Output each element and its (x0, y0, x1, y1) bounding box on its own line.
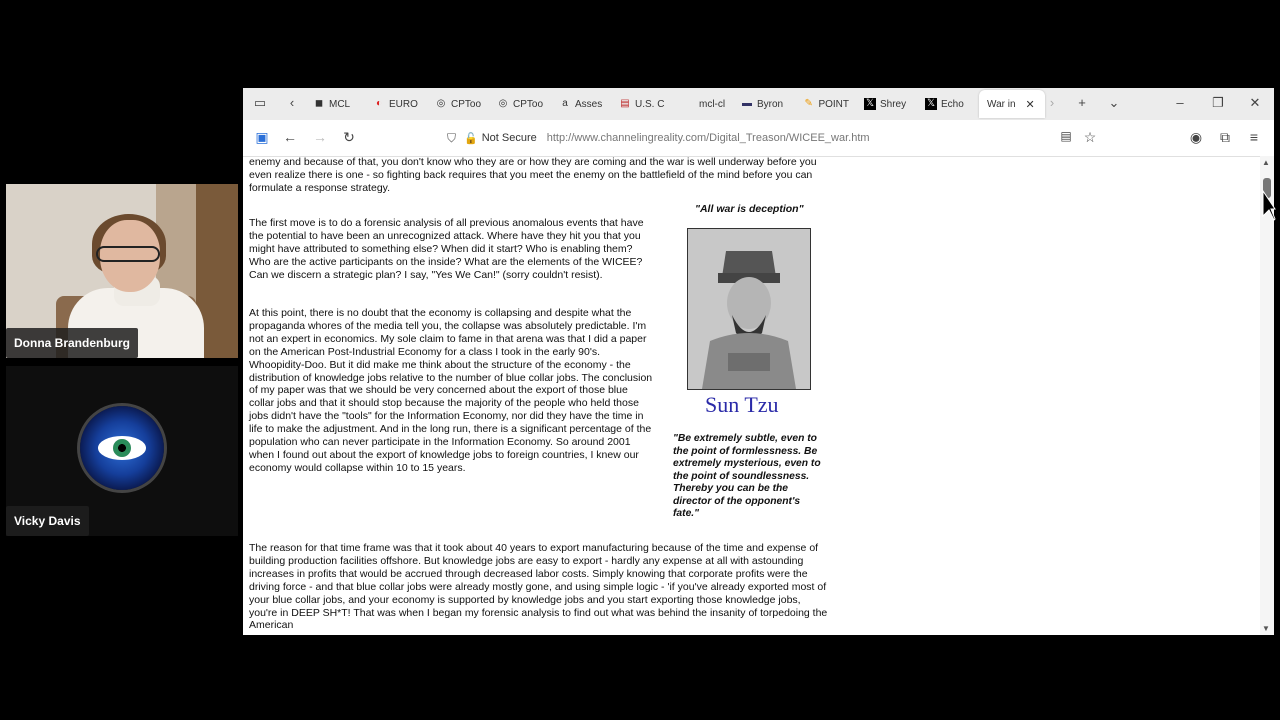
portrait-caption: Sun Tzu (705, 392, 779, 417)
page-content (243, 156, 1260, 635)
scroll-tabs-left-icon[interactable]: ‹ (289, 95, 295, 110)
paragraph: enemy and because of that, you don't know who they are or how they are coming and the war is well underway before you even realize there is one - so fighting back requires that you meet the enemy on the battlefield of the mind before you can formulate a response strategy. (249, 156, 817, 194)
close-window-icon[interactable]: ✕ (1249, 95, 1261, 110)
not-secure-label: Not Secure (481, 132, 537, 144)
participant-name: Vicky Davis (6, 506, 89, 536)
paragraph: The reason for that time frame was that it took about 40 years to export manufacturing because of the time and expense of building production facilities offshore. But knowledge jobs are easy to export - hardly any expense at all with astounding increases in profits that would be accrued through decreased labor costs. Simply knowing that corporate profits were the driving force - and that blue collar jobs were already mostly gone, and using simple logic - 'if you've already exported most of your blue collar jobs, and your economy is supported by knowledge jobs and you start exporting those knowledge jobs, you're in DEEP SH*T! That was when I began my forensic analysis to find out what was behind the insanity of torpedoing the American (249, 542, 828, 632)
bookmark-star-icon[interactable]: ☆ (1083, 129, 1097, 145)
book-icon: ▬ (742, 98, 752, 109)
restore-icon[interactable]: ❐ (1212, 95, 1224, 110)
navigation-toolbar (243, 120, 1274, 157)
tab-point[interactable]: ✎ POINT (804, 98, 849, 110)
flag-icon: ▤ (620, 98, 630, 109)
extensions-icon[interactable]: ⧉ (1220, 129, 1230, 145)
back-icon[interactable]: ← (283, 129, 297, 145)
address-bar[interactable] (447, 126, 1087, 150)
bookmark-icon: ◼ (314, 98, 324, 109)
tab-us[interactable]: ▤ U.S. C (620, 98, 665, 110)
account-icon[interactable]: ◉ (1189, 129, 1203, 145)
reader-view-icon[interactable]: ▤ (1060, 129, 1072, 143)
menu-icon[interactable]: ≡ (1249, 129, 1259, 145)
tab-echo[interactable]: 𝕏 Echo (926, 98, 964, 110)
page-icon (683, 98, 695, 110)
globe-icon: ◎ (498, 98, 508, 109)
globe-icon: ◎ (436, 98, 446, 109)
url-text[interactable]: http://www.channelingreality.com/Digital_Treason/WICEE_war.htm (546, 132, 870, 144)
new-tab-icon[interactable]: + (1078, 95, 1086, 110)
sun-tzu-portrait (687, 228, 811, 390)
avatar (80, 406, 164, 490)
paragraph: At this point, there is no doubt that the economy is collapsing and despite what the propaganda whores of the media tell you, the collapse was absolutely predictable. I'm not an expert in economics. My sole claim to fame in that arena was that I did a paper on the American Post-Industrial Economy for a class I took in the early 90's. Whoopidity-Doo. But it did make me think about the structure of the economy - the distribution of knowledge jobs relative to the number of blue collar jobs. The conclusion of my paper was that we should be very concerned about the export of those blue collar jobs and that it should stop because the majority of the people who held those jobs didn't have the "tools" for the Information Economy, nor did they have the time in life to make the adjustment. And in the long run, there is a significant percentage of the population who can never participate in the Information Economy. So around 2001 when I found out about the export of knowledge jobs to foreign countries, I knew our economy would collapse within 10 to 15 years. (249, 307, 653, 474)
x-logo-icon: 𝕏 (926, 98, 936, 109)
tab-mcl[interactable]: ◼ MCL (314, 98, 351, 110)
close-tab-icon[interactable]: ✕ (1025, 98, 1035, 111)
sidebar-toggle-icon[interactable]: ▣ (255, 129, 269, 145)
video-tile-donna (6, 184, 238, 358)
pin-icon: ✎ (804, 98, 813, 109)
mouse-cursor-icon (1262, 190, 1276, 222)
scroll-up-icon[interactable]: ▲ (1262, 158, 1270, 167)
reload-icon[interactable]: ↻ (343, 129, 355, 145)
tab-war-in-active[interactable]: War in ✕ (979, 90, 1045, 118)
vertical-scrollbar[interactable] (1260, 156, 1274, 635)
workspaces-icon[interactable]: ▭ (253, 95, 267, 110)
minimize-icon[interactable]: – (1176, 95, 1184, 110)
browser-window (243, 88, 1274, 635)
scroll-tabs-right-icon[interactable]: › (1049, 95, 1055, 110)
paragraph: The first move is to do a forensic analysis of all previous anomalous events that have the potential to have been an unrecognized attack. Where have they hit you that you might have attributed to something else? When did it start? Who is enabling them? Who are the active participants on the inside? What are the elements of the WICEE? Can we discern a strategic plan? I say, "Yes We Can!" (sorry couldn't resist). (249, 217, 644, 281)
forward-icon[interactable]: → (313, 129, 327, 145)
tab-cptoo-1[interactable]: ◎ CPToo (436, 98, 482, 110)
tab-cptoo-2[interactable]: ◎ CPToo (498, 98, 544, 110)
scroll-down-icon[interactable]: ▼ (1262, 624, 1270, 633)
tab-shrey[interactable]: 𝕏 Shrey (865, 98, 907, 110)
shield-icon: ⛉ (447, 130, 457, 145)
video-tile-vicky (6, 366, 238, 536)
participant-name: Donna Brandenburg (6, 328, 138, 358)
x-logo-icon: 𝕏 (865, 98, 875, 109)
power-icon: ◐ (375, 98, 383, 109)
eye-icon (98, 436, 146, 460)
unlock-icon: 🔓 (464, 132, 478, 145)
tab-euro[interactable]: ◐ EURO (373, 95, 423, 113)
tab-asses[interactable]: a Asses (559, 95, 603, 113)
tab-bar (243, 88, 1274, 120)
quote-heading: "All war is deception" (695, 203, 804, 215)
tab-mcl-cl[interactable]: mcl-cl (683, 95, 727, 113)
tab-list-chevron-icon[interactable]: ⌄ (1108, 95, 1120, 110)
quote-text: "Be extremely subtle, even to the point of formlessness. Be extremely mysterious, even to the point of soundlessness. Thereby you can be the director of the opponent's fate." (673, 433, 821, 519)
person-glasses (96, 246, 160, 262)
amazon-icon: a (562, 98, 568, 109)
tab-byron[interactable]: ▬ Byron (742, 98, 784, 110)
